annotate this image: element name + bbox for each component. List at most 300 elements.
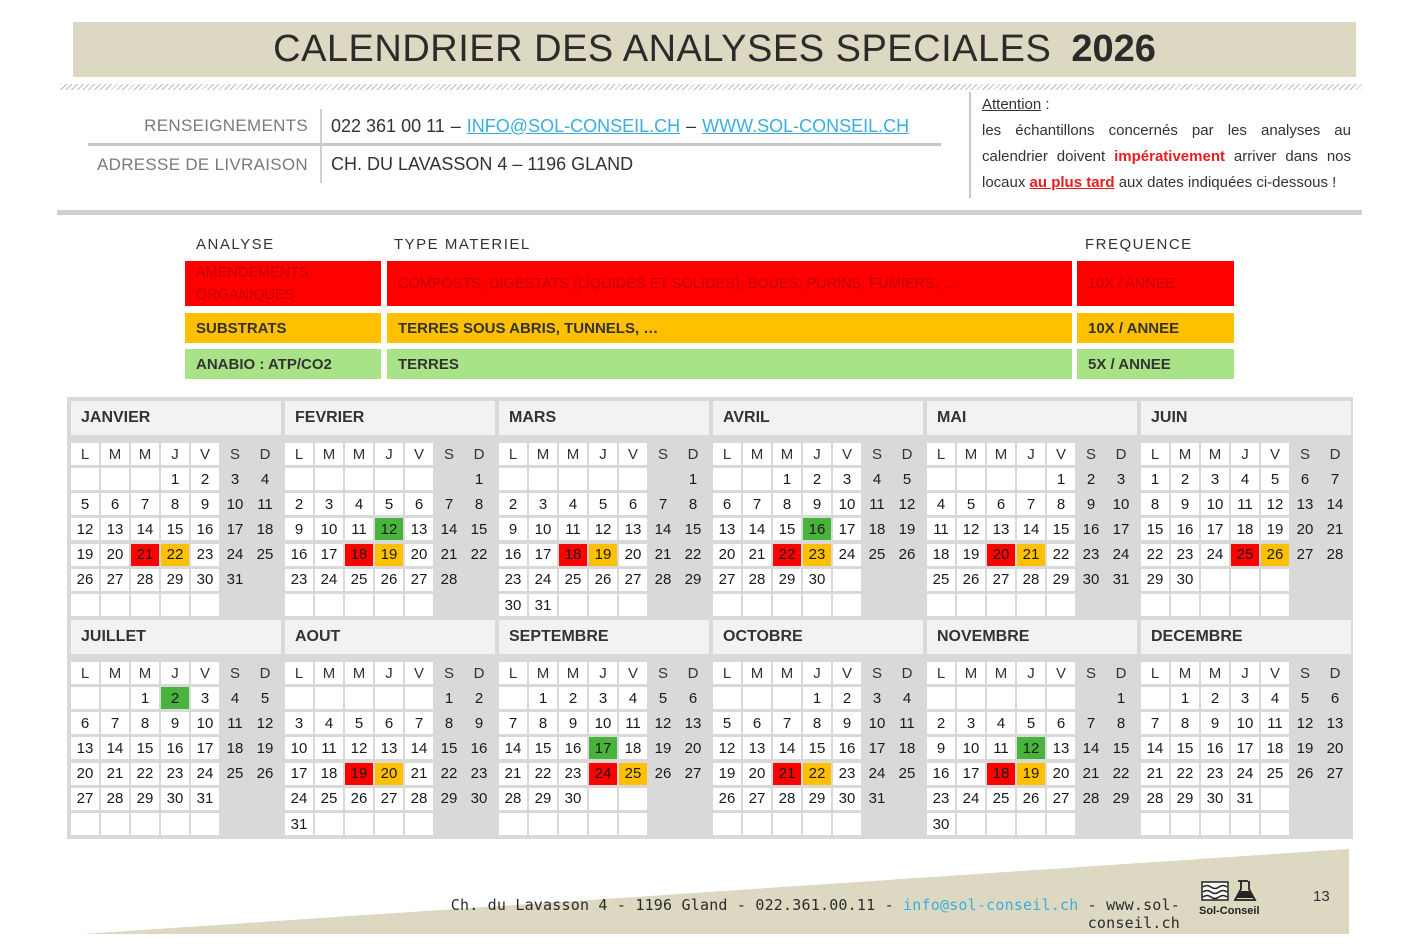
header-frequence: FREQUENCE — [1085, 236, 1193, 253]
adresse-label: ADRESSE DE LIVRAISON — [96, 154, 308, 174]
calendar-empty-cell — [1077, 687, 1105, 709]
calendar-day: 15 — [1141, 518, 1169, 540]
month-avril — [713, 401, 923, 616]
calendar-day: 30 — [191, 569, 219, 591]
weekday-header: L — [499, 443, 527, 465]
weekday-header: V — [1261, 662, 1289, 684]
calendar-empty-cell — [1047, 594, 1075, 616]
calendar-empty-cell — [1077, 813, 1105, 835]
calendar-empty-cell — [957, 468, 985, 490]
attention-text-2: arriver dans nos locaux — [982, 148, 1351, 191]
calendar-day: 17 — [1201, 518, 1229, 540]
calendar-day: 26 — [893, 544, 921, 566]
weekday-header: J — [1017, 443, 1045, 465]
calendar-day: 10 — [589, 712, 617, 734]
calendar-day: 12 — [1261, 493, 1289, 515]
calendar-day: 4 — [927, 493, 955, 515]
calendar-empty-cell — [465, 569, 493, 591]
calendar-day: 7 — [101, 712, 129, 734]
calendar-day: 13 — [987, 518, 1015, 540]
weekday-header: M — [1201, 443, 1229, 465]
calendar-day: 25 — [315, 788, 343, 810]
calendar-empty-cell — [101, 468, 129, 490]
calendar-empty-cell — [529, 813, 557, 835]
calendar-day: 3 — [957, 712, 985, 734]
calendar-day: 14 — [405, 737, 433, 759]
calendar-empty-cell — [1261, 569, 1289, 591]
calendar-empty-cell — [285, 594, 313, 616]
header-type-materiel: TYPE MATERIEL — [394, 236, 531, 253]
calendar-empty-cell — [893, 788, 921, 810]
weekday-header: J — [803, 662, 831, 684]
calendar-day: 13 — [71, 737, 99, 759]
calendar-day: 15 — [465, 518, 493, 540]
weekday-header: M — [559, 662, 587, 684]
calendar-day: 5 — [893, 468, 921, 490]
calendar-empty-cell — [191, 594, 219, 616]
calendar-day: 12 — [1291, 712, 1319, 734]
legend-type: COMPOSTS, DIGESTATS (LIQUIDES ET SOLIDES), BOUES, PURINS, FUMIERS, … — [387, 261, 1072, 306]
weekday-header: M — [315, 443, 343, 465]
calendar-day: 21 — [435, 544, 463, 566]
calendar-day: 23 — [1077, 544, 1105, 566]
calendar-day: 7 — [405, 712, 433, 734]
month-decembre — [1141, 620, 1351, 835]
calendar-day: 21 — [131, 544, 159, 566]
calendar-day: 7 — [743, 493, 771, 515]
calendar-day: 28 — [649, 569, 677, 591]
weekday-header: J — [375, 443, 403, 465]
calendar-day: 4 — [893, 687, 921, 709]
calendar-empty-cell — [1017, 813, 1045, 835]
weekday-header: S — [1291, 443, 1319, 465]
website-link[interactable]: WWW.SOL-CONSEIL.CH — [702, 115, 910, 136]
calendar-day: 10 — [957, 737, 985, 759]
calendar-empty-cell — [1017, 594, 1045, 616]
weekday-header: L — [1141, 443, 1169, 465]
calendar-day: 6 — [1047, 712, 1075, 734]
calendar-empty-cell — [465, 594, 493, 616]
weekday-header: M — [987, 662, 1015, 684]
calendar-day: 21 — [1321, 518, 1349, 540]
weekday-header: D — [1321, 443, 1349, 465]
calendar-empty-cell — [1261, 594, 1289, 616]
weekday-header: V — [1047, 662, 1075, 684]
calendar-day: 11 — [251, 493, 279, 515]
calendar-day: 5 — [345, 712, 373, 734]
calendar-day: 14 — [499, 737, 527, 759]
calendar-day: 24 — [957, 788, 985, 810]
calendar-day: 10 — [1201, 493, 1229, 515]
calendar-empty-cell — [833, 569, 861, 591]
calendar-day: 16 — [161, 737, 189, 759]
calendar-day: 14 — [1141, 737, 1169, 759]
calendar-empty-cell — [285, 687, 313, 709]
legend-headers — [185, 232, 1234, 260]
weekday-header: M — [743, 443, 771, 465]
calendar-day: 25 — [251, 544, 279, 566]
calendar-empty-cell — [1017, 687, 1045, 709]
calendar-empty-cell — [773, 813, 801, 835]
calendar-empty-cell — [345, 813, 373, 835]
calendar-day: 14 — [649, 518, 677, 540]
calendar-empty-cell — [743, 468, 771, 490]
calendar-empty-cell — [131, 468, 159, 490]
calendar-day: 8 — [1047, 493, 1075, 515]
calendar-day: 14 — [131, 518, 159, 540]
calendar-day: 26 — [345, 788, 373, 810]
calendar-day: 3 — [589, 687, 617, 709]
calendar-empty-cell — [345, 687, 373, 709]
calendar-day: 16 — [285, 544, 313, 566]
calendar-day: 9 — [499, 518, 527, 540]
calendar-day: 11 — [987, 737, 1015, 759]
calendar-day: 12 — [1017, 737, 1045, 759]
calendar-day: 25 — [345, 569, 373, 591]
calendar-day: 8 — [1107, 712, 1135, 734]
calendar-day: 9 — [1201, 712, 1229, 734]
calendar-day: 2 — [559, 687, 587, 709]
calendar-empty-cell — [833, 813, 861, 835]
footer-address: Ch. du Lavasson 4 - 1196 Gland - 022.361.00.11 - — [450, 896, 904, 914]
weekday-header: L — [1141, 662, 1169, 684]
weekday-header: V — [619, 662, 647, 684]
footer-separator: - — [1078, 896, 1107, 914]
calendar-day: 6 — [679, 687, 707, 709]
calendar-day: 21 — [101, 763, 129, 785]
weekday-header: J — [1231, 662, 1259, 684]
calendar-day: 26 — [957, 569, 985, 591]
calendar-day: 9 — [833, 712, 861, 734]
calendar-day: 5 — [375, 493, 403, 515]
calendar-empty-cell — [773, 594, 801, 616]
calendar-day: 28 — [499, 788, 527, 810]
calendar-day: 29 — [529, 788, 557, 810]
calendar-day: 6 — [1291, 468, 1319, 490]
calendar-empty-cell — [251, 813, 279, 835]
calendar-day: 20 — [71, 763, 99, 785]
calendar-day: 1 — [529, 687, 557, 709]
calendar-day: 23 — [803, 544, 831, 566]
calendar-day: 26 — [589, 569, 617, 591]
calendar-day: 21 — [649, 544, 677, 566]
calendar-day: 12 — [713, 737, 741, 759]
calendar-day: 13 — [619, 518, 647, 540]
calendar-day: 23 — [191, 544, 219, 566]
calendar-empty-cell — [1291, 569, 1319, 591]
calendar-day: 16 — [499, 544, 527, 566]
calendar-day: 25 — [1261, 763, 1289, 785]
calendar-day: 17 — [1107, 518, 1135, 540]
calendar-day: 18 — [559, 544, 587, 566]
weekday-header: D — [893, 662, 921, 684]
weekday-header: S — [221, 443, 249, 465]
legend-frequence: 10X / ANNEE — [1077, 313, 1234, 343]
calendar-day: 20 — [713, 544, 741, 566]
weekday-header: V — [1047, 443, 1075, 465]
calendar-day: 5 — [1291, 687, 1319, 709]
calendar-day: 11 — [893, 712, 921, 734]
calendar-day: 21 — [405, 763, 433, 785]
calendar-day: 18 — [893, 737, 921, 759]
calendar-empty-cell — [987, 594, 1015, 616]
calendar-day: 8 — [161, 493, 189, 515]
calendar-day: 27 — [375, 788, 403, 810]
calendar-day: 20 — [1291, 518, 1319, 540]
calendar-empty-cell — [191, 813, 219, 835]
calendar-day: 1 — [435, 687, 463, 709]
calendar-empty-cell — [957, 813, 985, 835]
calendar-day: 27 — [1047, 788, 1075, 810]
calendar-day: 2 — [833, 687, 861, 709]
weekday-header: D — [1107, 662, 1135, 684]
weekday-header: S — [863, 662, 891, 684]
calendar-day: 30 — [927, 813, 955, 835]
calendar-day: 29 — [1141, 569, 1169, 591]
month-name: JUIN — [1141, 401, 1351, 435]
weekday-header: M — [1171, 443, 1199, 465]
month-name: NOVEMBRE — [927, 620, 1137, 654]
calendar-day: 4 — [1231, 468, 1259, 490]
calendar-day: 11 — [345, 518, 373, 540]
calendar-day: 22 — [773, 544, 801, 566]
calendar-day: 18 — [1231, 518, 1259, 540]
calendar-empty-cell — [649, 788, 677, 810]
calendar-day: 8 — [1141, 493, 1169, 515]
calendar-day: 8 — [465, 493, 493, 515]
calendar-day: 23 — [161, 763, 189, 785]
calendar-day: 18 — [863, 518, 891, 540]
calendar-day: 19 — [1017, 763, 1045, 785]
calendar-empty-cell — [1321, 594, 1349, 616]
calendar-day: 19 — [1261, 518, 1289, 540]
calendar-day: 11 — [559, 518, 587, 540]
month-name: OCTOBRE — [713, 620, 923, 654]
calendar-day: 30 — [1201, 788, 1229, 810]
renseignements-value — [320, 109, 941, 143]
calendar-day: 30 — [499, 594, 527, 616]
calendar-day: 5 — [713, 712, 741, 734]
weekday-header: S — [863, 443, 891, 465]
calendar-empty-cell — [987, 813, 1015, 835]
calendar-day: 4 — [559, 493, 587, 515]
calendar-day: 11 — [927, 518, 955, 540]
calendar-day: 28 — [743, 569, 771, 591]
calendar-day: 19 — [589, 544, 617, 566]
calendar-day: 30 — [833, 788, 861, 810]
calendar-empty-cell — [1171, 813, 1199, 835]
calendar-day: 17 — [529, 544, 557, 566]
calendar-day: 28 — [435, 569, 463, 591]
calendar-day: 26 — [1017, 788, 1045, 810]
calendar-day: 30 — [803, 569, 831, 591]
calendar-day: 28 — [1017, 569, 1045, 591]
dash-separator: – — [450, 115, 461, 136]
calendar-day: 1 — [1047, 468, 1075, 490]
weekday-header: J — [589, 443, 617, 465]
calendar-day: 22 — [435, 763, 463, 785]
weekday-header: D — [251, 443, 279, 465]
month-name: JUILLET — [71, 620, 281, 654]
calendar-empty-cell — [161, 813, 189, 835]
calendar-day: 11 — [1261, 712, 1289, 734]
weekday-header: D — [893, 443, 921, 465]
legend-table — [185, 232, 1234, 385]
calendar-empty-cell — [405, 468, 433, 490]
calendar-empty-cell — [499, 813, 527, 835]
calendar-empty-cell — [315, 813, 343, 835]
calendar-day: 15 — [529, 737, 557, 759]
calendar-day: 15 — [1171, 737, 1199, 759]
calendar-empty-cell — [679, 813, 707, 835]
calendar-day: 11 — [315, 737, 343, 759]
calendar-day: 2 — [499, 493, 527, 515]
legend-frequence: 10X / ANNEE — [1077, 261, 1234, 306]
calendar-day: 18 — [1261, 737, 1289, 759]
calendar-empty-cell — [101, 687, 129, 709]
calendar-empty-cell — [71, 687, 99, 709]
calendar-day: 31 — [191, 788, 219, 810]
calendar-day: 18 — [987, 763, 1015, 785]
email-link[interactable]: INFO@SOL-CONSEIL.CH — [466, 115, 681, 136]
calendar-grid — [67, 397, 1353, 839]
calendar-day: 15 — [435, 737, 463, 759]
calendar-empty-cell — [987, 687, 1015, 709]
calendar-day: 28 — [131, 569, 159, 591]
calendar-empty-cell — [375, 687, 403, 709]
calendar-empty-cell — [71, 594, 99, 616]
calendar-day: 6 — [101, 493, 129, 515]
calendar-day: 5 — [1017, 712, 1045, 734]
weekday-header: V — [405, 443, 433, 465]
calendar-day: 29 — [435, 788, 463, 810]
calendar-day: 23 — [465, 763, 493, 785]
calendar-day: 13 — [375, 737, 403, 759]
calendar-day: 16 — [1171, 518, 1199, 540]
calendar-day: 12 — [345, 737, 373, 759]
calendar-day: 17 — [863, 737, 891, 759]
weekday-header: V — [833, 662, 861, 684]
calendar-empty-cell — [893, 813, 921, 835]
calendar-day: 29 — [1107, 788, 1135, 810]
month-fevrier — [285, 401, 495, 616]
calendar-day: 4 — [315, 712, 343, 734]
calendar-day: 11 — [619, 712, 647, 734]
calendar-day: 12 — [375, 518, 403, 540]
calendar-day: 16 — [803, 518, 831, 540]
calendar-day: 29 — [679, 569, 707, 591]
calendar-day: 4 — [345, 493, 373, 515]
calendar-day: 8 — [131, 712, 159, 734]
footer-email-link[interactable]: info@sol-conseil.ch — [903, 896, 1079, 914]
calendar-empty-cell — [1171, 594, 1199, 616]
weekday-header: S — [649, 662, 677, 684]
legend-row-amendements — [185, 261, 1234, 307]
calendar-day: 14 — [435, 518, 463, 540]
calendar-day: 7 — [1077, 712, 1105, 734]
calendar-day: 16 — [559, 737, 587, 759]
calendar-empty-cell — [405, 813, 433, 835]
contact-info-table — [88, 109, 941, 183]
weekday-header: S — [435, 443, 463, 465]
calendar-day: 7 — [1321, 468, 1349, 490]
calendar-day: 16 — [465, 737, 493, 759]
weekday-header: V — [619, 443, 647, 465]
calendar-day: 19 — [1291, 737, 1319, 759]
calendar-empty-cell — [1077, 594, 1105, 616]
calendar-empty-cell — [161, 594, 189, 616]
calendar-day: 14 — [1321, 493, 1349, 515]
month-mars — [499, 401, 709, 616]
calendar-empty-cell — [773, 687, 801, 709]
weekday-header: S — [1077, 662, 1105, 684]
calendar-day: 28 — [1077, 788, 1105, 810]
calendar-day: 15 — [161, 518, 189, 540]
calendar-day: 7 — [1017, 493, 1045, 515]
calendar-day: 5 — [649, 687, 677, 709]
calendar-day: 24 — [1231, 763, 1259, 785]
calendar-empty-cell — [863, 594, 891, 616]
phone-number: 022 361 00 11 — [331, 115, 445, 136]
legend-row-anabio — [185, 349, 1234, 385]
calendar-empty-cell — [1201, 594, 1229, 616]
calendar-day: 12 — [649, 712, 677, 734]
footer-website: www.sol-conseil.ch — [1087, 896, 1180, 932]
month-novembre — [927, 620, 1137, 835]
calendar-empty-cell — [375, 594, 403, 616]
calendar-day: 7 — [499, 712, 527, 734]
calendar-day: 8 — [679, 493, 707, 515]
calendar-day: 2 — [161, 687, 189, 709]
weekday-header: M — [529, 662, 557, 684]
calendar-day: 3 — [1107, 468, 1135, 490]
adresse-value: CH. DU LAVASSON 4 – 1196 GLAND — [320, 146, 941, 183]
calendar-day: 19 — [251, 737, 279, 759]
calendar-empty-cell — [619, 594, 647, 616]
calendar-day: 22 — [131, 763, 159, 785]
calendar-day: 8 — [773, 493, 801, 515]
calendar-empty-cell — [1291, 594, 1319, 616]
calendar-day: 29 — [803, 788, 831, 810]
calendar-day: 17 — [221, 518, 249, 540]
renseignements-label: RENSEIGNEMENTS — [144, 116, 308, 135]
weekday-header: L — [71, 662, 99, 684]
weekday-header: S — [221, 662, 249, 684]
calendar-day: 27 — [71, 788, 99, 810]
calendar-day: 1 — [773, 468, 801, 490]
calendar-day: 27 — [405, 569, 433, 591]
calendar-empty-cell — [559, 813, 587, 835]
calendar-day: 15 — [131, 737, 159, 759]
calendar-day: 20 — [375, 763, 403, 785]
calendar-day: 17 — [833, 518, 861, 540]
calendar-day: 6 — [1321, 687, 1349, 709]
logo-wordmark: Sol-Conseil — [1199, 905, 1260, 917]
weekday-header: M — [345, 662, 373, 684]
calendar-empty-cell — [589, 594, 617, 616]
attention-plus-tard: au plus tard — [1029, 174, 1115, 191]
legend-type: TERRES — [387, 349, 1072, 379]
legend-row-substrats — [185, 313, 1234, 349]
calendar-day: 16 — [191, 518, 219, 540]
weekday-header: M — [743, 662, 771, 684]
calendar-day: 18 — [619, 737, 647, 759]
calendar-empty-cell — [1107, 594, 1135, 616]
weekday-header: S — [1077, 443, 1105, 465]
dash-separator: – — [686, 115, 697, 136]
calendar-day: 7 — [649, 493, 677, 515]
calendar-day: 29 — [131, 788, 159, 810]
